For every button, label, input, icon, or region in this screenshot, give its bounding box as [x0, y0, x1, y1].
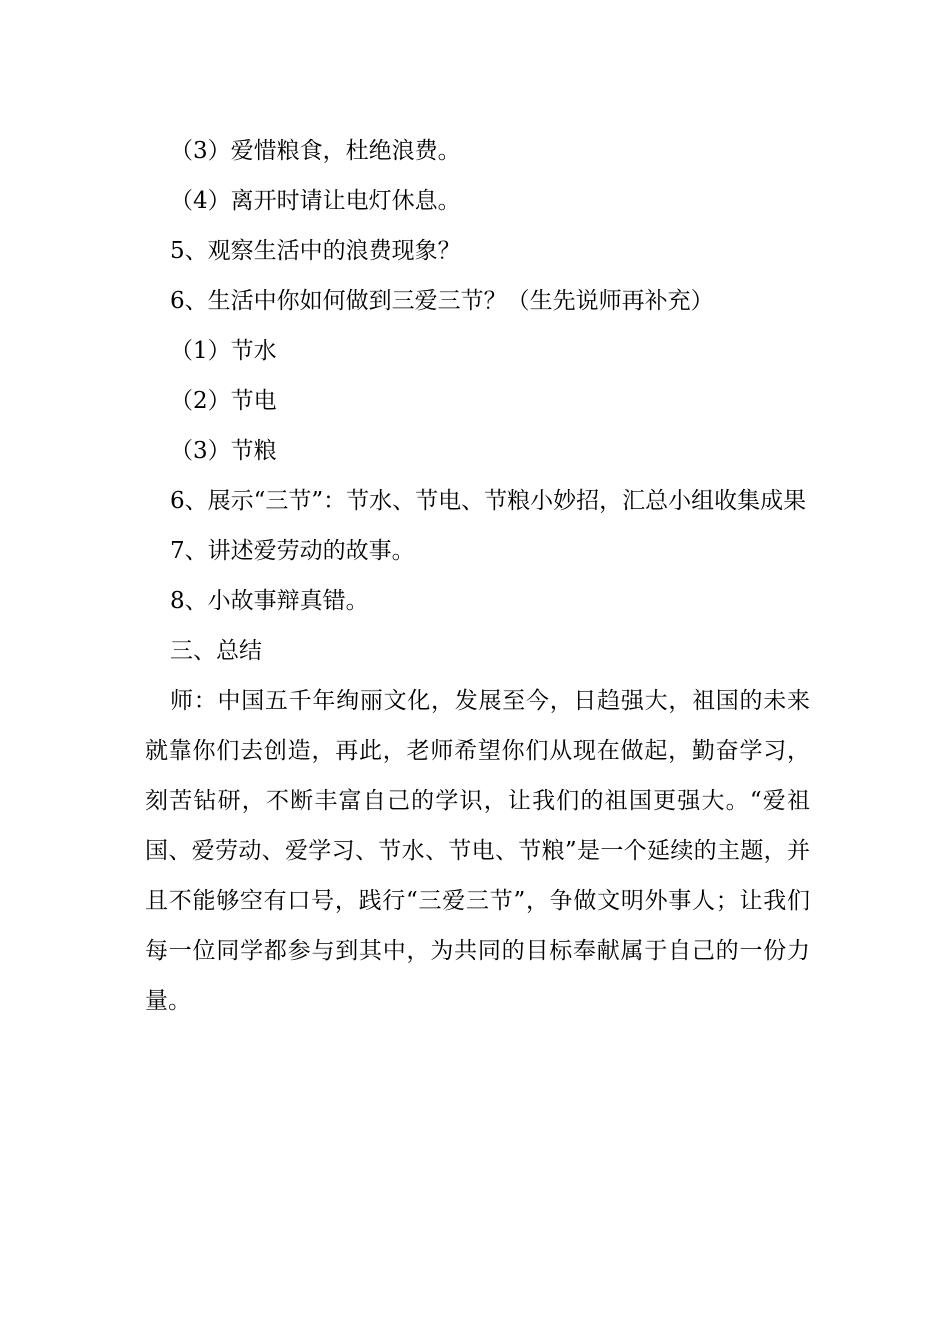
paragraph-save-grain: （3）节粮	[170, 438, 277, 464]
paragraph-show-tips: 6、展示“三节”：节水、节电、节粮小妙招，汇总小组收集成果	[170, 488, 807, 514]
paragraph-story-discussion: 8、小故事辩真错。	[170, 588, 369, 614]
paragraph-save-water: （1）节水	[170, 338, 277, 364]
section-heading-summary: 三、总结	[170, 638, 262, 664]
paragraph-save-food: （3）爱惜粮食，杜绝浪费。	[170, 138, 461, 164]
document-body	[145, 126, 810, 1026]
paragraph-turn-off-lights: （4）离开时请让电灯休息。	[170, 188, 461, 214]
paragraph-how-to-practice: 6、生活中你如何做到三爱三节？（生先说师再补充）	[170, 288, 714, 314]
paragraph-teacher-summary: 师：中国五千年绚丽文化，发展至今，日趋强大，祖国的未来就靠你们去创造，再此，老师希望你们从现在做起，勤奋学习，刻苦钻研，不断丰富自己的学识，让我们的祖国更强大。“爱祖国、爱劳动、爱学习、节水、节电、节粮”是一个延续的主题，并且不能够空有口号，践行“三爱三节”，争做文明外事人；让我们每一位同学都参与到其中，为共同的目标奉献属于自己的一份力量。	[145, 688, 810, 1014]
paragraph-labor-story: 7、讲述爱劳动的故事。	[170, 538, 415, 564]
paragraph-observe-waste: 5、观察生活中的浪费现象？	[170, 238, 461, 264]
paragraph-save-electricity: （2）节电	[170, 388, 277, 414]
